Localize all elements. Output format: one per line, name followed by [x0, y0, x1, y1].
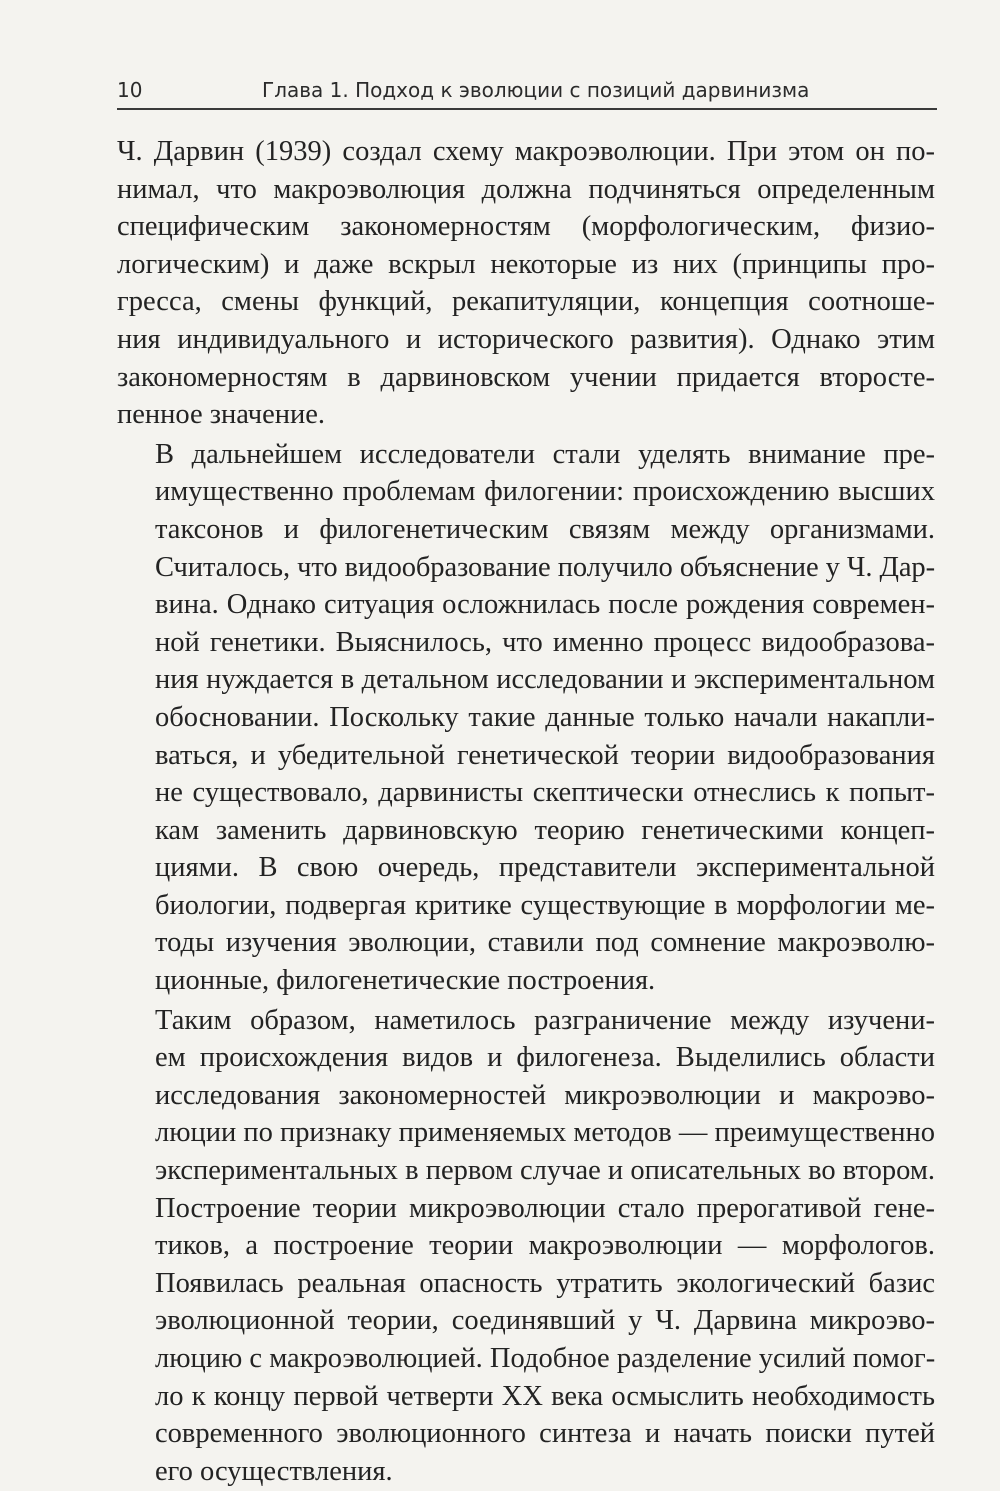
text-line: эволюционной теории, соединявший у Ч. Дарвина микроэво-: [155, 1305, 935, 1337]
text-line: нимал, что макроэволюция должна подчиняться определенным: [117, 173, 935, 205]
text-line: Таким образом, наметилось разграничение между изучени-: [155, 1004, 935, 1036]
body-text: [117, 133, 935, 1490]
text-line: его осуществления.: [155, 1455, 393, 1487]
text-line: тиков, а построение теории макроэволюции — морфологов.: [155, 1230, 935, 1262]
text-line: ем происхождения видов и филогенеза. Выделились области: [155, 1042, 935, 1074]
text-line: люцию с макроэволюцией. Подобное разделение усилий помог-: [155, 1343, 936, 1374]
page-number: 10: [117, 78, 143, 102]
running-head: [117, 78, 937, 104]
text-line: люции по признаку применяемых методов — преимущественно: [155, 1117, 935, 1149]
text-line: ло к концу первой четверти XX века осмыслить необходимость: [155, 1380, 935, 1412]
text-line: современного эволюционного синтеза и начать поиски путей: [155, 1418, 935, 1450]
text-line: обосновании. Поскольку такие данные только начали накапли-: [155, 701, 935, 733]
paragraph-2: [117, 436, 935, 1000]
text-line: Появилась реальная опасность утратить экологический базис: [155, 1267, 935, 1299]
text-line: экспериментальных в первом случае и описательных во втором.: [155, 1155, 935, 1187]
paragraph-3: [117, 1002, 935, 1491]
text-line: кам заменить дарвиновскую теорию генетическими концеп-: [155, 814, 935, 846]
text-line: ния индивидуального и исторического развития). Однако этим: [117, 323, 935, 355]
chapter-title: Глава 1. Подход к эволюции с позиций дарвинизма: [262, 78, 810, 102]
text-line: Считалось, что видообразование получило объяснение у Ч. Дар-: [155, 551, 935, 583]
text-line: биологии, подвергая критике существующие в морфологии ме-: [155, 889, 935, 921]
text-line: вина. Однако ситуация осложнилась после рождения современ-: [155, 589, 935, 621]
text-line: В дальнейшем исследователи стали уделять внимание пре-: [155, 438, 935, 470]
text-line: не существовало, дарвинисты скептически отнеслись к попыт-: [155, 777, 935, 809]
text-line: исследования закономерностей микроэволюции и макроэво-: [155, 1079, 935, 1111]
text-line: специфическим закономерностям (морфологическим, физио-: [117, 211, 935, 243]
text-line: ционные, филогенетические построения.: [155, 965, 656, 997]
text-line: тоды изучения эволюции, ставили под сомнение макроэволю-: [155, 927, 935, 959]
text-line: таксонов и филогенетическим связям между организмами.: [155, 513, 935, 545]
paragraph-1: [117, 133, 935, 434]
text-line: закономерностям в дарвиновском учении придается второсте-: [117, 361, 935, 393]
text-line: логическим) и даже вскрыл некоторые из них (принципы про-: [117, 248, 935, 280]
text-line: ваться, и убедительной генетической теории видообразования: [155, 739, 935, 771]
text-line: ной генетики. Выяснилось, что именно процесс видообразова-: [155, 626, 935, 658]
text-line: Ч. Дарвин (1939) создал схему макроэволюции. При этом он по-: [117, 136, 935, 167]
header-rule: [117, 108, 937, 110]
text-line: имущественно проблемам филогении: происхождению высших: [155, 476, 935, 508]
text-line: ния нуждается в детальном исследовании и экспериментальном: [155, 664, 935, 696]
text-line: пенное значение.: [117, 399, 326, 431]
text-line: циями. В свою очередь, представители экспериментальной: [155, 852, 935, 884]
text-line: Построение теории микроэволюции стало прерогативой гене-: [155, 1192, 935, 1224]
text-line: гресса, смены функций, рекапитуляции, концепция соотноше-: [117, 286, 935, 318]
